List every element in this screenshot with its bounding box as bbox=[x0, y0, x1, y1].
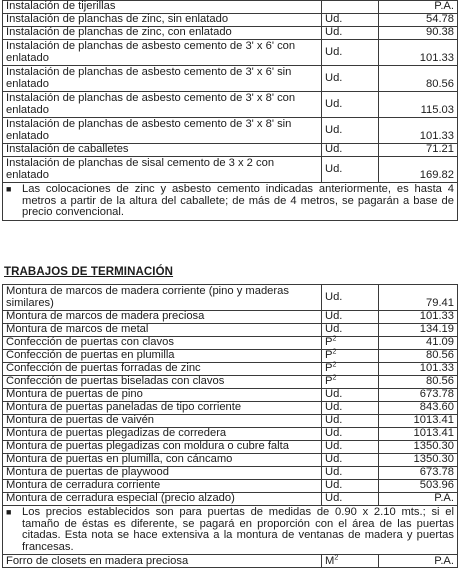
note-cell bbox=[3, 506, 458, 555]
unit-exponent: 2 bbox=[332, 361, 337, 369]
table-row bbox=[3, 337, 458, 350]
roofing-price-table bbox=[2, 0, 458, 221]
table-row bbox=[3, 428, 458, 441]
item-description: Montura de puertas paneladas de tipo corriente bbox=[3, 402, 322, 415]
item-unit bbox=[322, 350, 379, 363]
item-description: Instalación de planchas de asbesto cemento de 3' x 6' sin enlatado bbox=[3, 66, 322, 92]
item-unit bbox=[322, 1, 379, 14]
unit-label: Ud. bbox=[325, 162, 343, 175]
unit-exponent: 2 bbox=[332, 374, 337, 382]
table-row bbox=[3, 285, 458, 311]
item-price: 41.09 bbox=[379, 337, 458, 350]
item-description: Instalación de planchas de asbesto cemento de 3' x 8' con enlatado bbox=[3, 92, 322, 118]
item-price: 1350.30 bbox=[379, 441, 458, 454]
item-unit bbox=[322, 363, 379, 376]
item-unit bbox=[322, 157, 379, 183]
item-description: Instalación de tijerillas bbox=[3, 1, 322, 14]
unit-label: Ud. bbox=[325, 453, 343, 466]
unit-label: Ud. bbox=[325, 71, 343, 84]
unit-label: P bbox=[325, 349, 333, 362]
unit-label: Ud. bbox=[325, 440, 343, 453]
item-description: Instalación de planchas de sisal cemento de 3 x 2 con enlatado bbox=[3, 157, 322, 183]
item-description: Instalación de planchas de asbesto cemento de 3' x 6' con enlatado bbox=[3, 40, 322, 66]
unit-exponent: 2 bbox=[332, 335, 337, 343]
item-unit bbox=[322, 40, 379, 66]
table-row bbox=[3, 467, 458, 480]
item-unit bbox=[322, 376, 379, 389]
item-price: 101.33 bbox=[379, 118, 458, 144]
item-unit bbox=[322, 311, 379, 324]
item-unit bbox=[322, 415, 379, 428]
item-price: 169.82 bbox=[379, 157, 458, 183]
table-row bbox=[3, 441, 458, 454]
unit-label: Ud. bbox=[325, 97, 343, 110]
unit-label: Ud. bbox=[325, 45, 343, 58]
unit-label: Ud. bbox=[325, 479, 343, 492]
item-description: Confección de puertas forradas de zinc bbox=[3, 363, 322, 376]
item-description: Confección de puertas en plumilla bbox=[3, 350, 322, 363]
item-unit bbox=[322, 402, 379, 415]
note-row bbox=[3, 506, 458, 555]
item-price: 1350.30 bbox=[379, 454, 458, 467]
item-price: 673.78 bbox=[379, 467, 458, 480]
table-row bbox=[3, 118, 458, 144]
unit-label: Ud. bbox=[325, 26, 343, 39]
item-description: Instalación de planchas de zinc, sin enlatado bbox=[3, 14, 322, 27]
item-description: Montura de puertas de pino bbox=[3, 389, 322, 402]
item-unit bbox=[322, 428, 379, 441]
unit-label: Ud. bbox=[325, 427, 343, 440]
table-row bbox=[3, 14, 458, 27]
item-price: 80.56 bbox=[379, 376, 458, 389]
item-price: 101.33 bbox=[379, 363, 458, 376]
square-bullet-icon: ■ bbox=[6, 184, 12, 194]
unit-label: Ud. bbox=[325, 401, 343, 414]
item-price: 90.38 bbox=[379, 27, 458, 40]
unit-label: Ud. bbox=[325, 143, 343, 156]
table-row bbox=[3, 402, 458, 415]
table-row bbox=[3, 454, 458, 467]
item-price: P.A. bbox=[379, 493, 458, 506]
item-description: Instalación de caballetes bbox=[3, 144, 322, 157]
unit-label: M bbox=[325, 554, 335, 567]
item-description: Montura de marcos de madera preciosa bbox=[3, 311, 322, 324]
table-row bbox=[3, 324, 458, 337]
unit-label: Ud. bbox=[325, 466, 343, 479]
item-unit bbox=[322, 285, 379, 311]
item-description: Confección de puertas con clavos bbox=[3, 337, 322, 350]
item-unit bbox=[322, 480, 379, 493]
table-row bbox=[3, 40, 458, 66]
item-description: Forro de closets en madera preciosa bbox=[3, 555, 322, 568]
table-row bbox=[3, 493, 458, 506]
item-unit bbox=[322, 493, 379, 506]
item-unit bbox=[322, 467, 379, 480]
item-price: 79.41 bbox=[379, 285, 458, 311]
item-price: 71.21 bbox=[379, 144, 458, 157]
table-row bbox=[3, 66, 458, 92]
note-cell bbox=[3, 183, 458, 221]
unit-label: Ud. bbox=[325, 414, 343, 427]
finishing-price-table bbox=[2, 284, 458, 568]
item-description: Montura de marcos de madera corriente (pino y maderas similares) bbox=[3, 285, 322, 311]
unit-label: Ud. bbox=[325, 310, 343, 323]
table-row bbox=[3, 157, 458, 183]
unit-exponent: 2 bbox=[332, 348, 337, 356]
item-description: Montura de puertas de playwood bbox=[3, 467, 322, 480]
item-description: Montura de puertas de vaivén bbox=[3, 415, 322, 428]
section-title: TRABAJOS DE TERMINACIÓN bbox=[4, 266, 174, 278]
item-description: Montura de marcos de metal bbox=[3, 324, 322, 337]
item-price: 80.56 bbox=[379, 350, 458, 363]
table-row bbox=[3, 1, 458, 14]
item-description: Confección de puertas biseladas con clavos bbox=[3, 376, 322, 389]
table-row bbox=[3, 92, 458, 118]
item-price: 115.03 bbox=[379, 92, 458, 118]
item-unit bbox=[322, 337, 379, 350]
item-unit bbox=[322, 66, 379, 92]
table-row bbox=[3, 363, 458, 376]
item-price: 503.96 bbox=[379, 480, 458, 493]
item-description: Montura de puertas plegadizas de corredera bbox=[3, 428, 322, 441]
item-price: 101.33 bbox=[379, 311, 458, 324]
item-unit bbox=[322, 441, 379, 454]
unit-label: Ud. bbox=[325, 492, 343, 505]
item-description: Instalación de planchas de zinc, con enlatado bbox=[3, 27, 322, 40]
table-row bbox=[3, 376, 458, 389]
unit-label: Ud. bbox=[325, 13, 343, 26]
square-bullet-icon: ■ bbox=[6, 507, 12, 517]
item-unit bbox=[322, 555, 379, 568]
item-price: 843.60 bbox=[379, 402, 458, 415]
unit-label: Ud. bbox=[325, 388, 343, 401]
table-row bbox=[3, 144, 458, 157]
unit-label: P bbox=[325, 375, 333, 388]
item-price: P.A. bbox=[379, 1, 458, 14]
item-price: 1013.41 bbox=[379, 415, 458, 428]
table-row bbox=[3, 415, 458, 428]
item-description: Montura de cerradura especial (precio alzado) bbox=[3, 493, 322, 506]
item-price: 673.78 bbox=[379, 389, 458, 402]
table-row bbox=[3, 311, 458, 324]
table-row bbox=[3, 27, 458, 40]
unit-label: Ud. bbox=[325, 290, 343, 303]
unit-label: Ud. bbox=[325, 123, 343, 136]
note-text: Los precios establecidos son para puertas de medidas de 0.90 x 2.10 mts.; si el tamaño de éstas es diferente, se pagará en proporción con el área de las puertas citadas. Esta nota se hace extensiva a la montura de ventanas de madera y puertas francesas. bbox=[22, 506, 454, 553]
item-price: 1013.41 bbox=[379, 428, 458, 441]
item-price: P.A. bbox=[379, 555, 458, 568]
item-unit bbox=[322, 389, 379, 402]
table-row bbox=[3, 555, 458, 568]
item-unit bbox=[322, 118, 379, 144]
note-text: Las colocaciones de zinc y asbesto cemento indicadas anteriormente, es hasta 4 metros a partir de la altura del caballete; de más de 4 metros, se pagarán a base de precio convencional. bbox=[22, 183, 454, 219]
item-unit bbox=[322, 454, 379, 467]
note-row bbox=[3, 183, 458, 221]
table-row bbox=[3, 480, 458, 493]
item-unit bbox=[322, 14, 379, 27]
unit-label: P bbox=[325, 362, 333, 375]
table-row bbox=[3, 350, 458, 363]
item-unit bbox=[322, 27, 379, 40]
item-price: 101.33 bbox=[379, 40, 458, 66]
item-description: Montura de puertas en plumilla, con cáncamo bbox=[3, 454, 322, 467]
item-price: 54.78 bbox=[379, 14, 458, 27]
unit-label: P bbox=[325, 336, 333, 349]
item-description: Montura de puertas plegadizas con moldura o cubre falta bbox=[3, 441, 322, 454]
item-price: 134.19 bbox=[379, 324, 458, 337]
item-description: Montura de cerradura corriente bbox=[3, 480, 322, 493]
item-unit bbox=[322, 92, 379, 118]
item-unit bbox=[322, 144, 379, 157]
table-row bbox=[3, 389, 458, 402]
item-unit bbox=[322, 324, 379, 337]
unit-exponent: 2 bbox=[334, 553, 339, 561]
item-price: 80.56 bbox=[379, 66, 458, 92]
item-description: Instalación de planchas de asbesto cemento de 3' x 8' sin enlatado bbox=[3, 118, 322, 144]
unit-label: Ud. bbox=[325, 323, 343, 336]
